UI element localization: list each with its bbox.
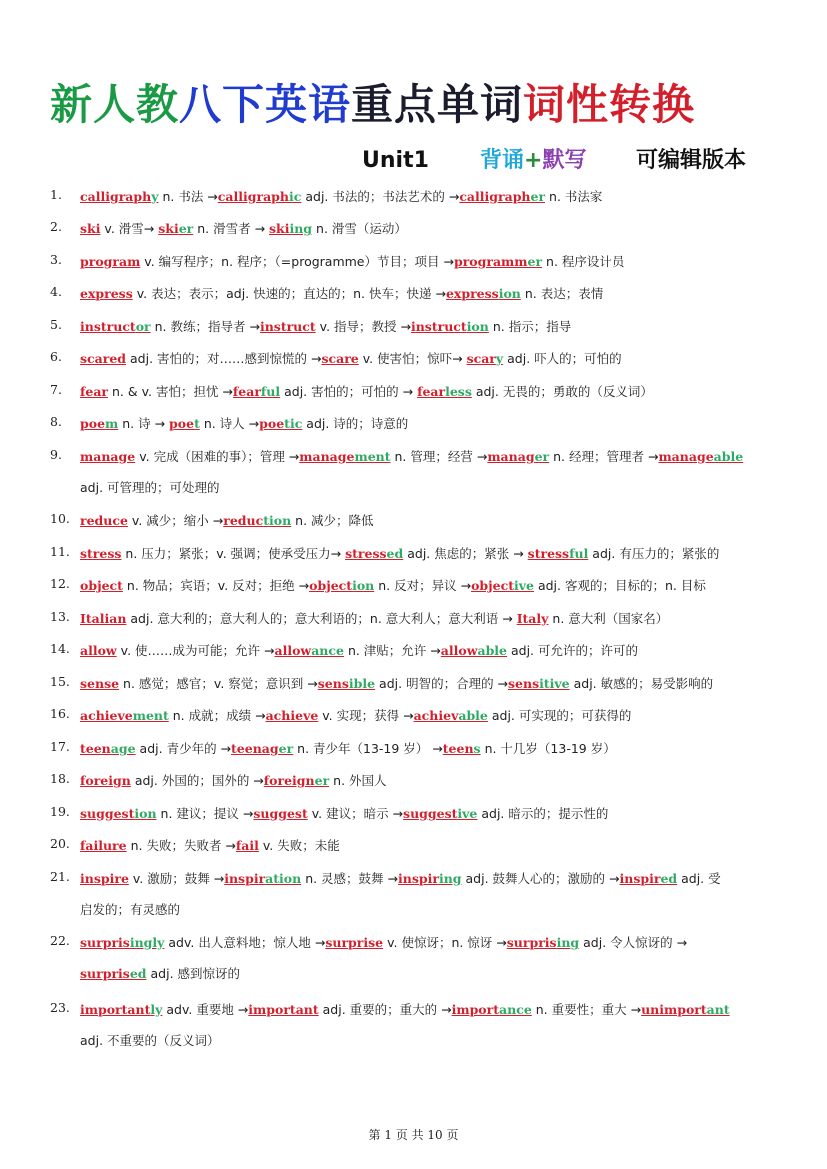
definition-text: n. 经理；管理者 → <box>549 449 659 464</box>
definition-text: v. 使害怕；惊吓→ <box>358 351 467 366</box>
item-line <box>80 641 787 659</box>
word-root: stress <box>80 546 122 561</box>
item-line <box>80 609 787 627</box>
item-line <box>80 771 787 789</box>
item-line <box>80 804 787 822</box>
word-root: suggest <box>253 806 308 821</box>
definition-text: n. 表达；表情 <box>520 286 604 301</box>
word-suffix: able <box>713 449 744 464</box>
definition-text: n. & v. 害怕；担忧 → <box>108 384 233 399</box>
word-suffix: or <box>135 319 151 334</box>
word-root: fail <box>235 838 259 853</box>
definition-text: n. 十几岁（13-19 岁） <box>480 741 616 756</box>
word-suffix: ant <box>706 1002 730 1017</box>
definition-text: v. 完成（困难的事）；管理 → <box>135 449 300 464</box>
word-root: reduce <box>80 513 128 528</box>
word-root: unimport <box>641 1002 707 1017</box>
definition-text: adv. 出人意料地；惊人地 → <box>164 935 326 950</box>
page-footer: 第 1 页 共 10 页 <box>368 1128 459 1142</box>
definition-text: adj. 令人惊讶的 → <box>579 935 688 950</box>
mode-plus: + <box>524 148 543 173</box>
word-root: ski <box>80 221 101 236</box>
definition-text: adj. 客观的；目标的；n. 目标 <box>533 578 706 593</box>
word-suffix: itive <box>539 676 570 691</box>
word-suffix: t <box>194 416 200 431</box>
item-number: 9. <box>50 447 62 462</box>
word-suffix: m <box>105 416 119 431</box>
definition-text: n. 建议；提议 → <box>156 806 254 821</box>
word-suffix: able <box>477 643 508 658</box>
word-suffix: ed <box>386 546 404 561</box>
mode-dictation: 默写 <box>542 148 587 173</box>
word-suffix: ic <box>289 189 302 204</box>
item-line <box>80 447 787 465</box>
definition-text: adj. 外国的；国外的 → <box>130 773 264 788</box>
item-number: 10. <box>50 511 70 526</box>
word-root: object <box>471 578 515 593</box>
item-line <box>80 1031 787 1049</box>
word-suffix: ment <box>132 708 169 723</box>
word-root: teen <box>80 741 111 756</box>
item-number: 14. <box>50 641 70 656</box>
word-root: scare <box>321 351 359 366</box>
word-root: instruct <box>410 319 467 334</box>
word-suffix: ible <box>348 676 376 691</box>
word-suffix: ing <box>438 871 462 886</box>
title-part-2: 八下英语 <box>179 80 352 129</box>
item-number: 8. <box>50 414 62 429</box>
item-line <box>80 382 787 400</box>
word-root: poe <box>259 416 285 431</box>
definition-text: n. 诗人 → <box>199 416 260 431</box>
word-root: calligraph <box>459 189 531 204</box>
word-root: achiev <box>413 708 459 723</box>
word-root: calligraph <box>217 189 289 204</box>
definition-text: n. 青少年（13-19 岁） → <box>293 741 443 756</box>
mode-label <box>480 144 586 178</box>
item-number: 22. <box>50 933 70 948</box>
definition-text: n. 成就；成绩 → <box>168 708 266 723</box>
item-number: 23. <box>50 1000 70 1015</box>
definition-text: n. 外国人 <box>329 773 387 788</box>
item-number: 4. <box>50 284 62 299</box>
word-suffix: er <box>534 449 550 464</box>
definition-text: adj. 意大利的；意大利人的；意大利语的；n. 意大利人；意大利语 → <box>126 611 517 626</box>
item-number: 5. <box>50 317 62 332</box>
item-number: 17. <box>50 739 70 754</box>
word-root: manag <box>487 449 535 464</box>
item-line <box>80 187 787 205</box>
definition-text: v. 表达；表示；adj. 快速的；直达的；n. 快车；快递 → <box>132 286 446 301</box>
definition-text: 启发的；有灵感的 <box>80 902 181 917</box>
definition-text: n. 诗 → <box>118 416 170 431</box>
item-number: 7. <box>50 382 62 397</box>
definition-text: n. 灵感；鼓舞 → <box>301 871 399 886</box>
item-line <box>80 674 787 692</box>
word-root: foreign <box>80 773 131 788</box>
definition-text: v. 指导；教授 → <box>315 319 411 334</box>
word-root: fear <box>417 384 446 399</box>
word-suffix: ation <box>265 871 302 886</box>
item-number: 18. <box>50 771 70 786</box>
word-suffix: ance <box>499 1002 532 1017</box>
definition-text: n. 指示；指导 <box>488 319 572 334</box>
item-number: 20. <box>50 836 70 851</box>
definition-text: n. 感觉；感官；v. 察觉；意识到 → <box>119 676 318 691</box>
item-line <box>80 869 787 887</box>
item-number: 11. <box>50 544 70 559</box>
item-line <box>80 511 787 529</box>
word-root: inspir <box>224 871 266 886</box>
definition-text: adj. 暗示的；提示性的 <box>477 806 609 821</box>
word-root: teen <box>442 741 474 756</box>
word-suffix: ing <box>556 935 580 950</box>
word-root: surpris <box>506 935 557 950</box>
definition-text: adj. 有压力的；紧张的 <box>588 546 720 561</box>
definition-text: adj. 鼓舞人心的；激励的 → <box>461 871 620 886</box>
item-line <box>80 252 787 270</box>
item-line <box>80 576 787 594</box>
word-root: program <box>80 254 141 269</box>
definition-text: v. 减少；缩小 → <box>127 513 224 528</box>
definition-text: adj. 可管理的；可处理的 <box>80 480 220 495</box>
word-root: stress <box>345 546 387 561</box>
item-number: 1. <box>50 187 62 202</box>
word-suffix: er <box>527 254 543 269</box>
mode-recite: 背诵 <box>480 148 525 173</box>
definition-text: n. 失败；失败者 → <box>126 838 236 853</box>
word-suffix: y <box>151 189 159 204</box>
word-suffix: ed <box>660 871 678 886</box>
item-line <box>80 1000 787 1018</box>
word-suffix: y <box>495 351 504 366</box>
definition-text: adj. 可实现的；可获得的 <box>487 708 632 723</box>
definition-text: adj. 诗的；诗意的 <box>302 416 409 431</box>
word-root: manage <box>80 449 136 464</box>
word-root: object <box>80 578 123 593</box>
word-root: scared <box>80 351 127 366</box>
definition-text: n. 程序设计员 <box>542 254 625 269</box>
definition-text: v. 滑雪→ <box>100 221 159 236</box>
word-root: sense <box>80 676 120 691</box>
word-root: inspir <box>619 871 661 886</box>
word-root: poe <box>169 416 195 431</box>
word-root: failure <box>80 838 127 853</box>
edition-label: 可编辑版本 <box>636 148 747 173</box>
definition-text: adj. 不重要的（反义词） <box>80 1033 220 1048</box>
word-root: scar <box>466 351 496 366</box>
definition-text: v. 激励；鼓舞 → <box>128 871 225 886</box>
word-suffix: ion <box>466 319 489 334</box>
item-line <box>80 284 787 302</box>
word-suffix: ion <box>498 286 521 301</box>
word-root: sens <box>508 676 540 691</box>
title-part-3: 重点单词 <box>351 80 524 129</box>
definition-text: n. 书法 → <box>158 189 218 204</box>
definition-text: n. 滑雪（运动） <box>312 221 407 236</box>
word-root: instruct <box>259 319 316 334</box>
word-root: stress <box>527 546 570 561</box>
item-number: 16. <box>50 706 70 721</box>
definition-text: adj. 吓人的；可怕的 <box>503 351 622 366</box>
word-suffix: er <box>178 221 194 236</box>
definition-text: n. 津贴；允许 → <box>343 643 441 658</box>
word-root: achieve <box>80 708 133 723</box>
definition-text: adj. 害怕的；可怕的 → <box>280 384 418 399</box>
title-part-4: 词性转换 <box>523 80 696 129</box>
definition-text: adj. 重要的；重大的 → <box>318 1002 452 1017</box>
word-root: manage <box>658 449 714 464</box>
definition-text: adj. 明智的；合理的 → <box>375 676 509 691</box>
word-suffix: ment <box>354 449 391 464</box>
word-root: instruct <box>80 319 136 334</box>
word-root: Italy <box>516 611 549 626</box>
word-suffix: s <box>473 741 481 756</box>
definition-text: n. 滑雪者 → <box>193 221 270 236</box>
item-number: 13. <box>50 609 70 624</box>
word-root: teenag <box>231 741 279 756</box>
word-root: allow <box>80 643 117 658</box>
definition-text: adj. 害怕的；对……感到惊慌的 → <box>126 351 322 366</box>
word-root: achieve <box>265 708 319 723</box>
word-suffix: ance <box>311 643 344 658</box>
item-line <box>80 478 787 496</box>
definition-text: v. 编写程序；n. 程序；（=programme）节目；项目 → <box>140 254 454 269</box>
word-root: allow <box>440 643 478 658</box>
word-suffix: able <box>458 708 488 723</box>
word-root: ski <box>269 221 290 236</box>
item-line <box>80 964 787 982</box>
item-line <box>80 836 787 854</box>
word-root: reduc <box>223 513 264 528</box>
item-number: 15. <box>50 674 70 689</box>
definition-text: adj. 书法的；书法艺术的 → <box>301 189 460 204</box>
definition-text: adj. 无畏的；勇敢的（反义词） <box>471 384 653 399</box>
item-number: 21. <box>50 869 70 884</box>
word-suffix: ive <box>457 806 478 821</box>
word-suffix: age <box>110 741 136 756</box>
word-root: manage <box>299 449 355 464</box>
definition-text: n. 反对；异议 → <box>374 578 472 593</box>
item-line <box>80 544 787 562</box>
item-line <box>80 706 787 724</box>
word-root: foreign <box>263 773 315 788</box>
word-root: inspir <box>398 871 439 886</box>
document-title <box>50 74 770 136</box>
word-suffix: er <box>278 741 294 756</box>
word-suffix: er <box>530 189 546 204</box>
item-line <box>80 317 787 335</box>
word-root: poe <box>80 416 106 431</box>
word-root: ski <box>158 221 179 236</box>
item-number: 2. <box>50 219 62 234</box>
word-suffix: ly <box>150 1002 163 1017</box>
word-root: express <box>80 286 133 301</box>
word-root: fear <box>80 384 109 399</box>
word-root: surpris <box>80 935 130 950</box>
definition-text: n. 书法家 <box>545 189 603 204</box>
word-root: important <box>248 1002 319 1017</box>
word-root: import <box>451 1002 500 1017</box>
word-root: surprise <box>325 935 384 950</box>
definition-text: n. 教练；指导者 → <box>150 319 260 334</box>
word-root: allow <box>274 643 312 658</box>
unit-label: Unit1 <box>362 148 429 173</box>
word-suffix: ing <box>289 221 313 236</box>
word-suffix: tion <box>263 513 292 528</box>
definition-text: v. 使惊讶；n. 惊讶 → <box>383 935 507 950</box>
item-line <box>80 739 787 757</box>
definition-text: adj. 焦虑的；紧张 → <box>403 546 528 561</box>
word-root: important <box>80 1002 151 1017</box>
definition-text: n. 压力；紧张；v. 强调；使承受压力→ <box>121 546 346 561</box>
word-root: suggest <box>80 806 135 821</box>
word-root: Italian <box>80 611 127 626</box>
word-root: calligraph <box>80 189 152 204</box>
item-number: 12. <box>50 576 70 591</box>
word-root: suggest <box>403 806 458 821</box>
word-root: inspire <box>80 871 129 886</box>
word-suffix: ed <box>129 966 147 981</box>
word-root: express <box>445 286 499 301</box>
item-number: 3. <box>50 252 62 267</box>
definition-text: n. 管理；经营 → <box>390 449 488 464</box>
definition-text: v. 使……成为可能；允许 → <box>116 643 275 658</box>
definition-text: v. 实现；获得 → <box>318 708 414 723</box>
item-line <box>80 219 787 237</box>
definition-text: adj. 敏感的；易受影响的 <box>569 676 714 691</box>
word-root: object <box>309 578 353 593</box>
item-line <box>80 900 787 918</box>
definition-text: adj. 青少年的 → <box>135 741 232 756</box>
word-root: programm <box>453 254 528 269</box>
item-line <box>80 933 787 951</box>
word-suffix: ive <box>514 578 534 593</box>
word-suffix: ful <box>260 384 281 399</box>
word-suffix: ion <box>352 578 375 593</box>
item-line <box>80 414 787 432</box>
word-suffix: er <box>314 773 330 788</box>
title-part-1: 新人教 <box>50 80 180 129</box>
word-suffix: ion <box>134 806 157 821</box>
word-root: surpris <box>80 966 130 981</box>
word-root: fear <box>232 384 261 399</box>
definition-text: adj. 可允许的；许可的 <box>507 643 639 658</box>
definition-text: v. 失败；未能 <box>258 838 340 853</box>
word-root: sens <box>317 676 349 691</box>
item-number: 19. <box>50 804 70 819</box>
word-suffix: less <box>445 384 472 399</box>
definition-text: adj. 感到惊讶的 <box>146 966 241 981</box>
definition-text: n. 意大利（国家名） <box>548 611 669 626</box>
definition-text: adj. 受 <box>677 871 721 886</box>
definition-text: n. 物品；宾语；v. 反对；拒绝 → <box>122 578 310 593</box>
word-suffix: tic <box>284 416 303 431</box>
definition-text: n. 重要性；重大 → <box>531 1002 642 1017</box>
definition-text: n. 减少；降低 <box>291 513 374 528</box>
definition-text: v. 建议；暗示 → <box>307 806 404 821</box>
item-number: 6. <box>50 349 62 364</box>
item-line <box>80 349 787 367</box>
word-suffix: ful <box>569 546 589 561</box>
definition-text: adv. 重要地 → <box>162 1002 249 1017</box>
word-suffix: ingly <box>129 935 165 950</box>
